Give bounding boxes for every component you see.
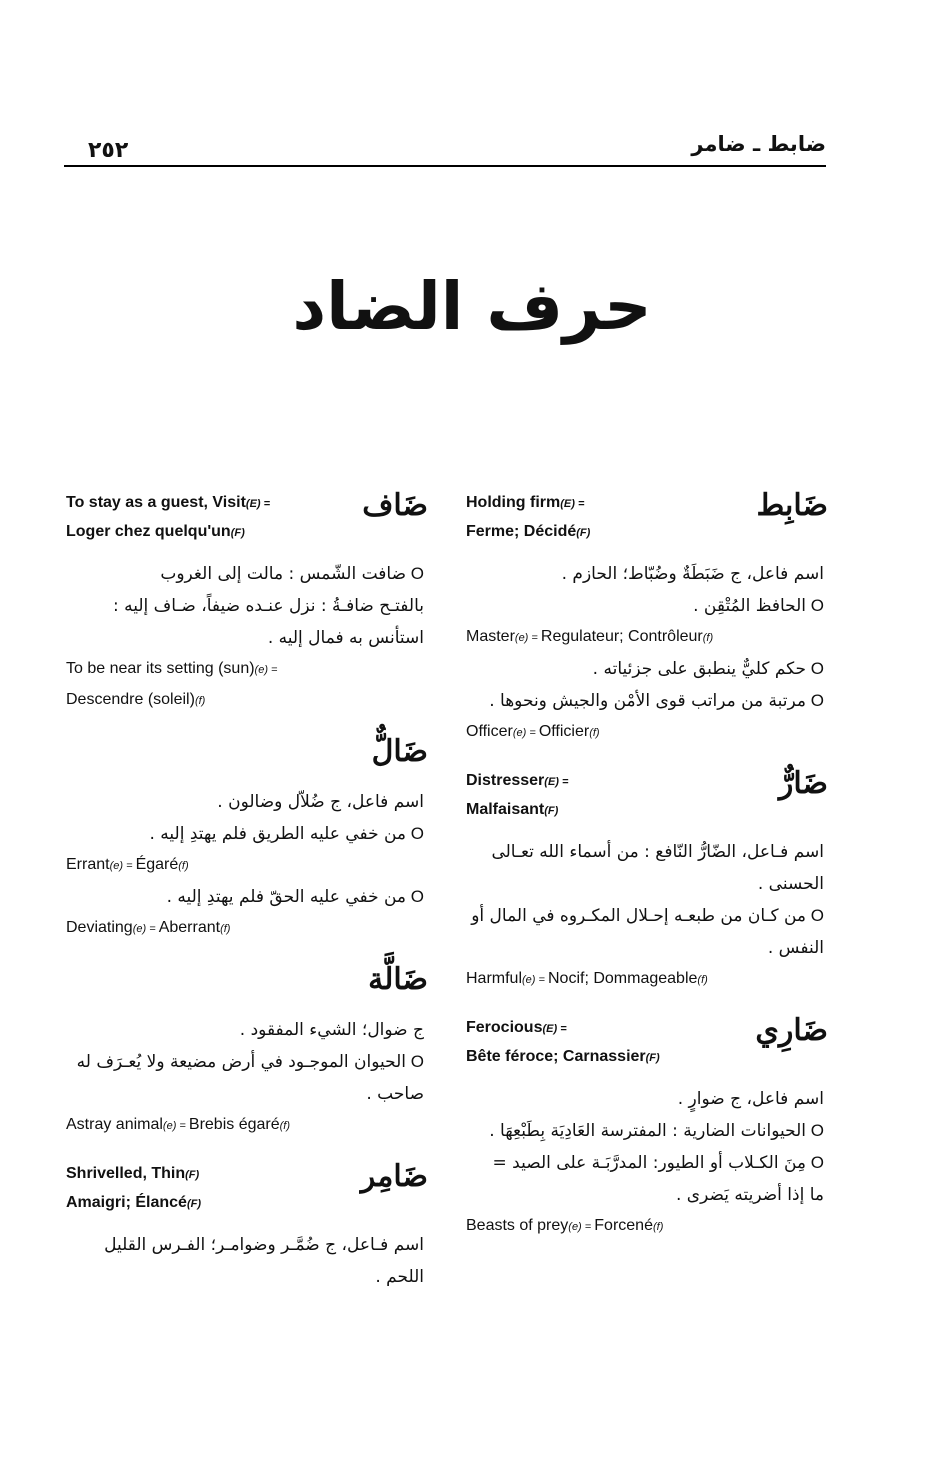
sense-gloss: Errant(e) = Égaré(f) bbox=[66, 856, 189, 873]
arabic-definition: استأنس به فمال إليه . bbox=[267, 628, 424, 648]
headword: ضَارِي bbox=[755, 1013, 828, 1048]
arabic-definition: النفس . bbox=[767, 938, 824, 958]
arabic-definition: O من خفي عليه الطريق فلم يهتدِ إليه . bbox=[64, 818, 436, 850]
sense-gloss: Harmful(e) = Nocif; Dommageable(f) bbox=[466, 970, 708, 987]
section-title: حرف الضاد bbox=[292, 268, 652, 345]
headword: ضَامِر bbox=[360, 1159, 428, 1194]
arabic-definition: O الحافظ المُتْقِن . bbox=[464, 590, 836, 622]
entry-daf bbox=[64, 488, 436, 716]
french-gloss: Malfaisant(F) bbox=[466, 801, 559, 818]
english-gloss: Ferocious(E) = bbox=[466, 1019, 567, 1036]
running-header: ضابط ـ ضامر bbox=[691, 132, 826, 156]
arabic-definition: O ضافت الشّمس : مالت إلى الغروب bbox=[64, 558, 436, 590]
english-gloss: Shrivelled, Thin(F) bbox=[66, 1165, 200, 1182]
arabic-definition: O الحيوانات الضارية : المفترسة العَادِيَة بِطَبْعِهَا . bbox=[464, 1115, 836, 1147]
sense-gloss: Master(e) = Regulateur; Contrôleur(f) bbox=[466, 628, 714, 645]
entry-head bbox=[64, 1159, 436, 1219]
entry-head bbox=[64, 962, 436, 1014]
headword: ضَالَّة bbox=[368, 962, 428, 997]
entry-head bbox=[464, 1013, 836, 1073]
arabic-definition: بالفتـح ضافـةُ : نزل عنـده ضيفاً، ضـاف إليه : bbox=[112, 596, 424, 616]
arabic-definition: O الحيوان الموجـود في أرض مضيعة ولا يُعـرَف له bbox=[64, 1046, 436, 1078]
arabic-definition: اسم فاعل، ج ضوارٍ . bbox=[677, 1089, 824, 1109]
english-gloss: To stay as a guest, Visit(E) = bbox=[66, 494, 271, 511]
entry-head bbox=[464, 766, 836, 826]
headword: ضَاف bbox=[362, 488, 428, 523]
arabic-definition: الحسنى . bbox=[757, 874, 824, 894]
entry-dari bbox=[464, 1013, 836, 1242]
arabic-definition: صاحب . bbox=[366, 1084, 424, 1104]
headword: ضَابِط bbox=[756, 488, 828, 523]
entry-damir bbox=[64, 1159, 436, 1293]
french-gloss: Bête féroce; Carnassier(F) bbox=[466, 1048, 660, 1065]
arabic-definition: ج ضوال؛ الشيء المفقود . bbox=[239, 1020, 424, 1040]
arabic-definition: O من خفي عليه الحقّ فلم يهتدِ إليه . bbox=[64, 881, 436, 913]
sense-gloss: Beasts of prey(e) = Forcené(f) bbox=[466, 1217, 664, 1234]
headword: ضَالٌّ bbox=[371, 734, 428, 769]
arabic-definition: اسم فاعل، ج ضُلاّل وضالون . bbox=[217, 792, 424, 812]
entry-head bbox=[64, 488, 436, 548]
arabic-definition: اسم فـاعل، ج ضُمَّـر وضوامـر؛ الفـرس القليل bbox=[104, 1235, 424, 1255]
french-gloss: Amaigri; Élancé(F) bbox=[66, 1194, 201, 1211]
header-rule bbox=[64, 165, 826, 167]
english-gloss: Holding firm(E) = bbox=[466, 494, 585, 511]
headword: ضَارٌّ bbox=[778, 766, 828, 801]
sense-gloss: Deviating(e) = Aberrant(f) bbox=[66, 919, 231, 936]
entry-darr bbox=[464, 766, 836, 995]
english-gloss: Distresser(E) = bbox=[466, 772, 569, 789]
arabic-definition: O من كـان من طبعـه إحـلال المكـروه في المال أو bbox=[464, 900, 836, 932]
arabic-definition: ما إذا أضريته يَضرى . bbox=[676, 1185, 824, 1205]
french-gloss: Loger chez quelqu'un(F) bbox=[66, 523, 245, 540]
entry-dall bbox=[64, 734, 436, 944]
page-number: ٢٥٢ bbox=[88, 138, 129, 163]
arabic-definition: O حكم كليٌّ ينطبق على جزئياته . bbox=[464, 653, 836, 685]
entry-dabit bbox=[464, 488, 836, 748]
sense-gloss: To be near its setting (sun)(e) = bbox=[66, 660, 278, 677]
french-gloss: Ferme; Décidé(F) bbox=[466, 523, 591, 540]
right-column bbox=[464, 488, 836, 1260]
entry-dalla bbox=[64, 962, 436, 1141]
sense-gloss: Astray animal(e) = Brebis égaré(f) bbox=[66, 1116, 291, 1133]
arabic-definition: اسم فـاعل، الضّارُّ النّافع : من أسماء الله تعـالى bbox=[491, 842, 824, 862]
left-column bbox=[64, 488, 436, 1311]
arabic-definition: اللحم . bbox=[375, 1267, 424, 1287]
arabic-definition: اسم فاعل، ج ضَبَطَةٌ وضُبّاط؛ الحازم . bbox=[561, 564, 824, 584]
entry-head bbox=[464, 488, 836, 548]
sense-gloss: Descendre (soleil)(f) bbox=[66, 691, 206, 708]
entry-head bbox=[64, 734, 436, 786]
arabic-definition: O مرتبة من مراتب قوى الأمْن والجيش ونحوها . bbox=[464, 685, 836, 717]
sense-gloss: Officer(e) = Officier(f) bbox=[466, 723, 600, 740]
arabic-definition: O مِنَ الكـلاب أو الطيور: المدرَّبَـة على الصيد = bbox=[464, 1147, 836, 1179]
